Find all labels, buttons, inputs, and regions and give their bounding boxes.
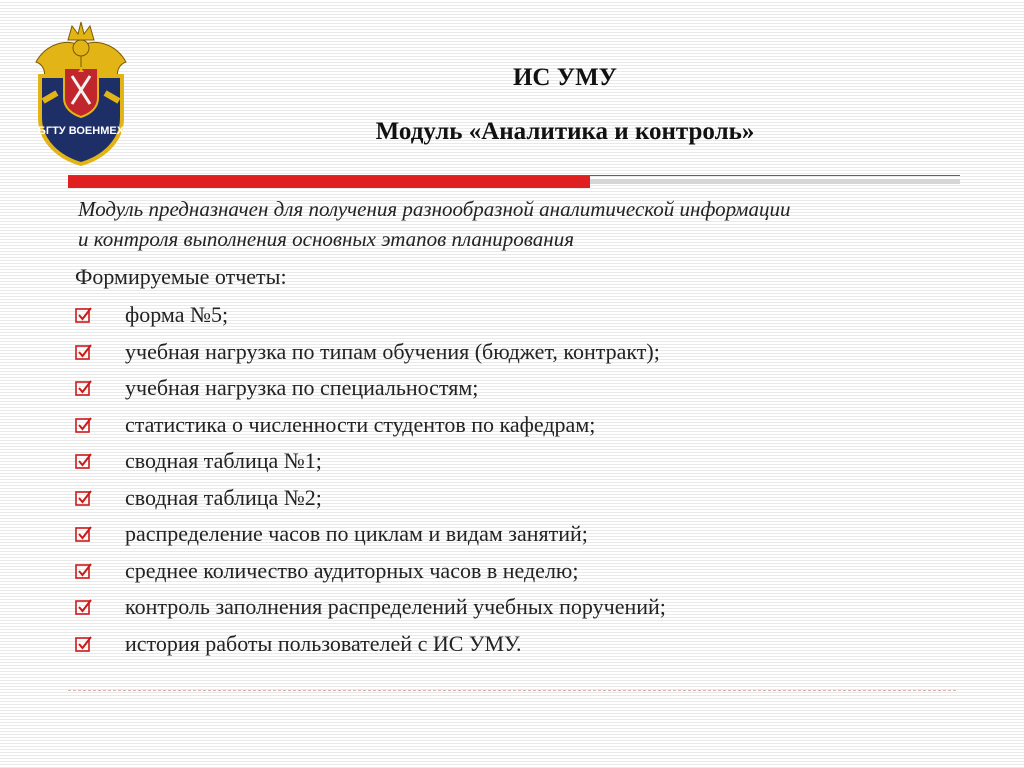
report-item [75, 516, 666, 553]
report-item [75, 480, 666, 517]
report-label: сводная таблица №1; [125, 448, 322, 474]
report-label: контроль заполнения распределений учебных поручений; [125, 594, 666, 620]
report-label: среднее количество аудиторных часов в неделю; [125, 557, 579, 583]
title-divider-accent [68, 176, 590, 188]
report-item [75, 334, 666, 371]
report-item [75, 407, 666, 444]
report-item [75, 443, 666, 480]
footer-divider [68, 690, 956, 691]
checkbox-checked-icon [75, 562, 93, 580]
report-item [75, 297, 666, 334]
report-item [75, 553, 666, 590]
checkbox-checked-icon [75, 343, 93, 361]
logo-text: БГТУ ВОЕНМЕХ [37, 125, 125, 137]
page-title: ИС УМУ [512, 64, 618, 91]
checkbox-checked-icon [75, 525, 93, 543]
checkbox-checked-icon [75, 379, 93, 397]
module-title: Модуль «Аналитика и контроль» [375, 118, 755, 145]
report-label: распределение часов по циклам и видам занятий; [125, 521, 588, 547]
report-label: статистика о численности студентов по кафедрам; [125, 411, 596, 437]
checkbox-checked-icon [75, 452, 93, 470]
module-description [78, 194, 978, 254]
university-logo [28, 18, 134, 166]
checkbox-checked-icon [75, 598, 93, 616]
report-label: учебная нагрузка по типам обучения (бюджет, контракт); [125, 338, 660, 364]
report-item [75, 589, 666, 626]
description-line: Модуль предназначен для получения разнообразной аналитической информации [78, 197, 791, 221]
report-label: форма №5; [125, 302, 229, 328]
checkbox-checked-icon [75, 416, 93, 434]
report-label: сводная таблица №2; [125, 484, 322, 510]
checkbox-checked-icon [75, 635, 93, 653]
report-label: история работы пользователей с ИС УМУ. [125, 630, 522, 656]
report-item [75, 370, 666, 407]
checkbox-checked-icon [75, 306, 93, 324]
reports-heading: Формируемые отчеты: [75, 264, 287, 289]
title-divider-rest [590, 179, 960, 184]
reports-list [75, 297, 666, 662]
checkbox-checked-icon [75, 489, 93, 507]
description-line: и контроля выполнения основных этапов планирования [78, 227, 574, 251]
report-item [75, 626, 666, 663]
report-label: учебная нагрузка по специальностям; [125, 375, 479, 401]
